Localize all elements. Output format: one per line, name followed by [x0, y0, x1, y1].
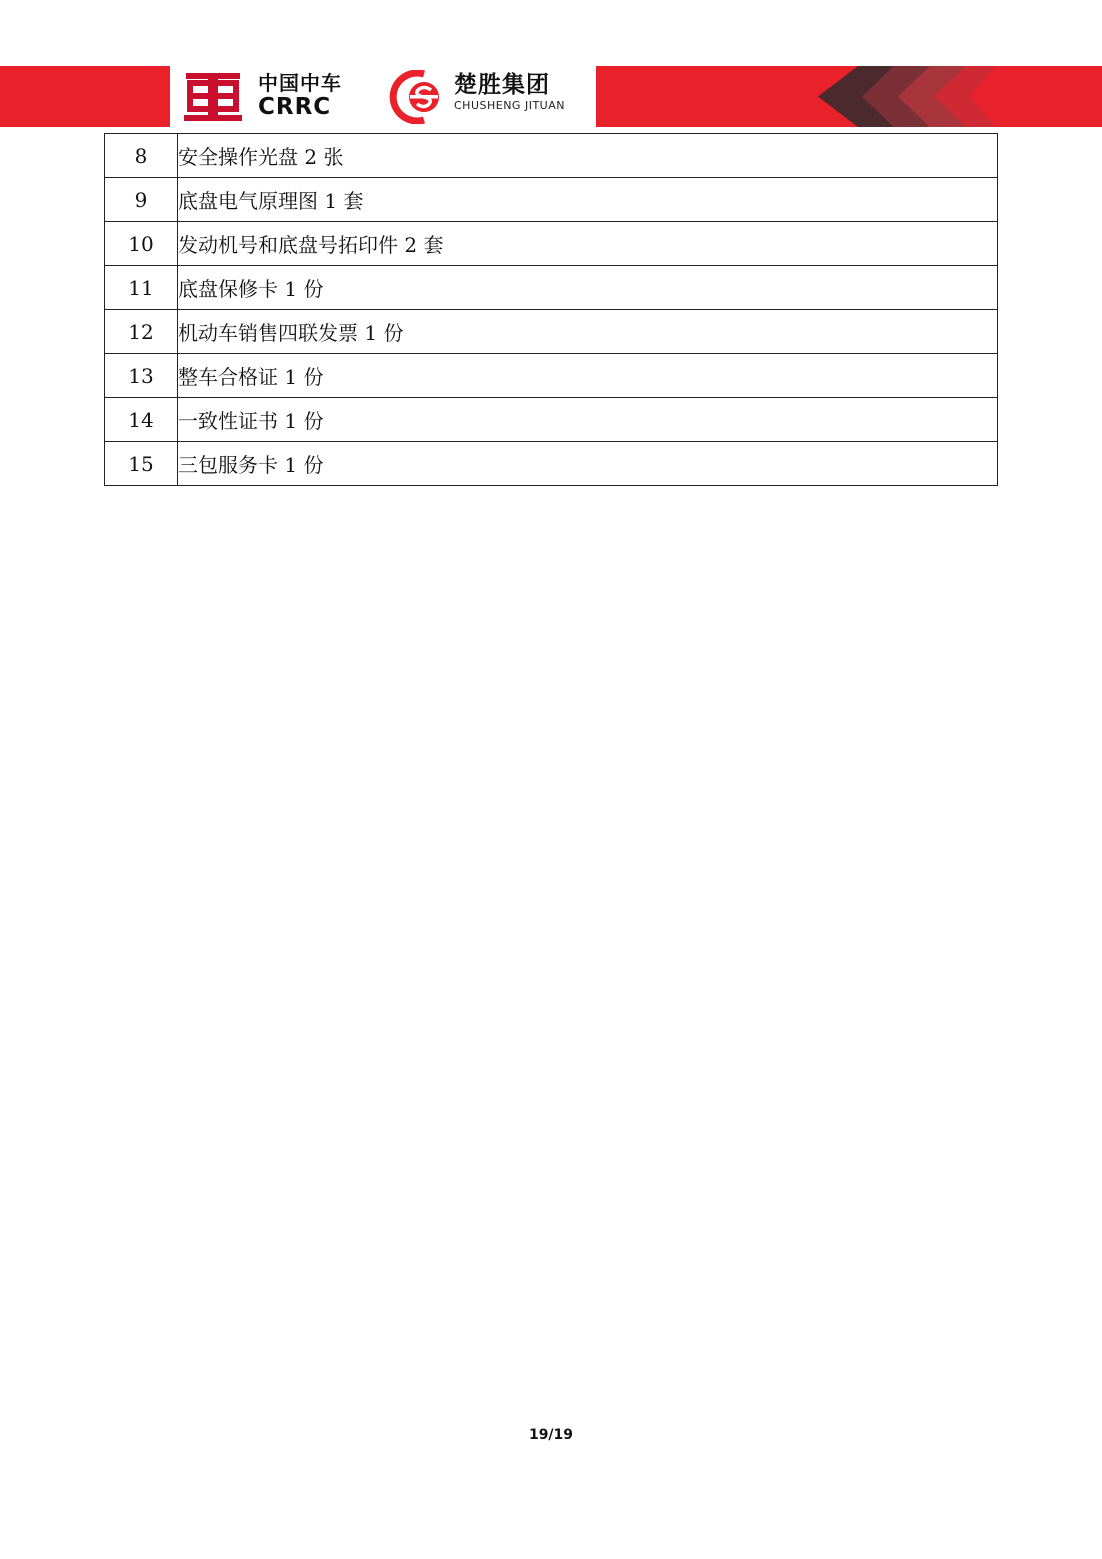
crrc-wordmark: [258, 72, 342, 120]
table-row: [105, 354, 998, 398]
row-item: 三包服务卡 1 份: [178, 442, 998, 486]
row-number: 8: [105, 134, 178, 178]
table-row: [105, 442, 998, 486]
crrc-logo-icon: [182, 71, 244, 123]
table-row: [105, 310, 998, 354]
row-number: 14: [105, 398, 178, 442]
logo-area: [170, 66, 596, 127]
row-item: 底盘电气原理图 1 套: [178, 178, 998, 222]
document-list-table: [104, 133, 998, 486]
table-row: [105, 134, 998, 178]
row-item: 底盘保修卡 1 份: [178, 266, 998, 310]
row-item: 机动车销售四联发票 1 份: [178, 310, 998, 354]
row-number: 15: [105, 442, 178, 486]
page-header: [0, 66, 1102, 127]
row-item: 整车合格证 1 份: [178, 354, 998, 398]
row-item: 一致性证书 1 份: [178, 398, 998, 442]
page-number: 19/19: [528, 1427, 574, 1443]
row-item: 发动机号和底盘号拓印件 2 套: [178, 222, 998, 266]
row-number: 9: [105, 178, 178, 222]
table-row: [105, 266, 998, 310]
chusheng-chinese-name: 楚胜集团: [454, 72, 550, 98]
table-row: [105, 222, 998, 266]
chevron-decoration-icon: [596, 66, 1102, 127]
chusheng-english-name: CHUSHENG JITUAN: [454, 99, 565, 112]
row-number: 13: [105, 354, 178, 398]
crrc-chinese-name: 中国中车: [258, 71, 342, 95]
chusheng-logo-icon: [386, 70, 448, 124]
row-number: 12: [105, 310, 178, 354]
header-red-band-left: [0, 66, 170, 127]
row-number: 11: [105, 266, 178, 310]
table-row: [105, 398, 998, 442]
header-red-band-right: [596, 66, 1102, 127]
crrc-english-name: CRRC: [258, 94, 332, 120]
chusheng-wordmark: [454, 72, 565, 114]
row-number: 10: [105, 222, 178, 266]
row-item: 安全操作光盘 2 张: [178, 134, 998, 178]
table-row: [105, 178, 998, 222]
